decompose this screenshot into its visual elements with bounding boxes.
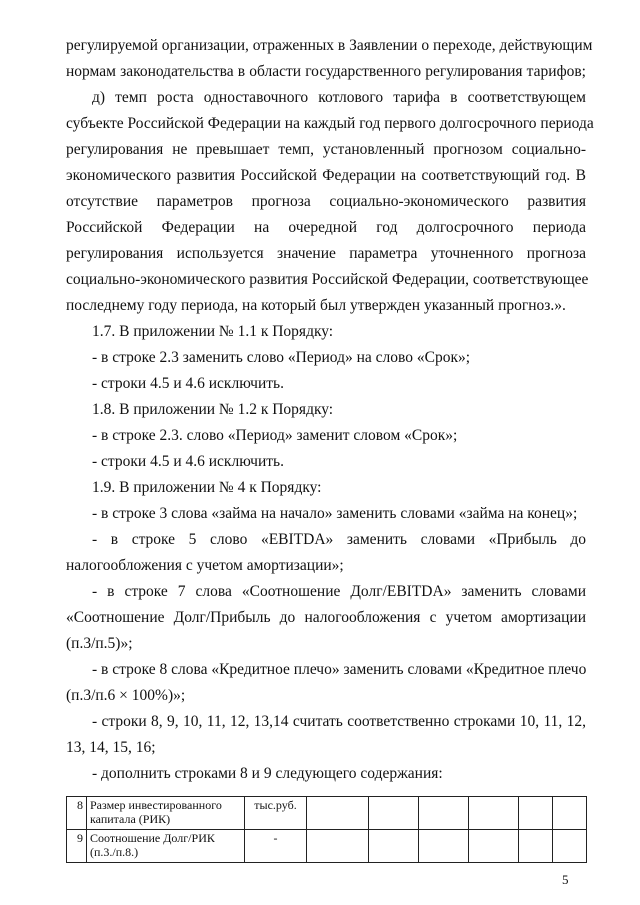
empty-cell [553, 830, 587, 863]
row-number: 8 [67, 797, 87, 830]
text-line: - строки 8, 9, 10, 11, 12, 13,14 считать соответственно строками 10, 11, 12, [92, 713, 586, 730]
insert-table [66, 796, 587, 863]
section-heading: 1.9. В приложении № 4 к Порядку: [92, 479, 322, 496]
text-line: отсутствие параметров прогноза социально-экономического развития [66, 193, 586, 210]
empty-cell [307, 797, 369, 830]
text-line: субъекте Российской Федерации на каждый год первого долгосрочного периода [66, 115, 594, 132]
empty-cell [307, 830, 369, 863]
text-line: 13, 14, 15, 16; [66, 739, 156, 756]
text-line: - дополнить строками 8 и 9 следующего содержания: [92, 765, 443, 782]
page-number: 5 [562, 872, 569, 887]
text-line: - в строке 2.3 заменить слово «Период» на слово «Срок»; [92, 349, 471, 366]
table-row [67, 830, 587, 863]
text-line: «Соотношение Долг/Прибыль до налогообложения с учетом амортизации [66, 609, 586, 626]
text-line: регулирования не превышает темп, установленный прогнозом социально- [66, 141, 586, 158]
row-name: Размер инвестированного капитала (РИК) [87, 797, 245, 830]
text-line: - в строке 5 слово «EBITDA» заменить словами «Прибыль до [92, 531, 586, 548]
empty-cell [553, 797, 587, 830]
empty-cell [419, 830, 469, 863]
text-line: - в строке 7 слова «Соотношение Долг/EBITDA» заменить словами [92, 583, 586, 600]
text-line: нормам законодательства в области государственного регулирования тарифов; [66, 63, 586, 80]
empty-cell [369, 830, 419, 863]
row-unit: - [245, 830, 307, 863]
row-unit: тыс.руб. [245, 797, 307, 830]
text-line: Российской Федерации на очередной год долгосрочного периода [66, 219, 586, 236]
empty-cell [469, 797, 519, 830]
text-line: - строки 4.5 и 4.6 исключить. [92, 375, 284, 392]
empty-cell [469, 830, 519, 863]
table-row [67, 797, 587, 830]
text-line: регулирования используется значение параметра уточненного прогноза [66, 245, 586, 262]
text-line: - в строке 8 слова «Кредитное плечо» заменить словами «Кредитное плечо [92, 661, 587, 678]
section-heading: 1.8. В приложении № 1.2 к Порядку: [92, 401, 334, 418]
empty-cell [519, 830, 553, 863]
row-name: Соотношение Долг/РИК (п.3./п.8.) [87, 830, 245, 863]
text-line: д) темп роста одноставочного котлового тарифа в соответствующем [92, 89, 586, 106]
text-line: (п.3/п.6 × 100%)»; [66, 687, 186, 704]
text-line: - строки 4.5 и 4.6 исключить. [92, 453, 284, 470]
empty-cell [419, 797, 469, 830]
empty-cell [369, 797, 419, 830]
empty-cell [519, 797, 553, 830]
text-line: социально-экономического развития Российской Федерации, соответствующее [66, 271, 589, 288]
section-heading: 1.7. В приложении № 1.1 к Порядку: [92, 323, 334, 340]
text-line: - в строке 2.3. слово «Период» заменит словом «Срок»; [92, 427, 458, 444]
text-line: регулируемой организации, отраженных в Заявлении о переходе, действующим [66, 37, 593, 54]
row-number: 9 [67, 830, 87, 863]
text-line: экономического развития Российской Федерации на соответствующий год. В [66, 167, 586, 184]
text-line: налогообложения с учетом амортизации»; [66, 557, 344, 574]
text-line: - в строке 3 слова «займа на начало» заменить словами «займа на конец»; [92, 505, 578, 522]
text-line: последнему году периода, на который был утвержден указанный прогноз.». [66, 297, 566, 314]
text-line: (п.3/п.5)»; [66, 635, 133, 652]
